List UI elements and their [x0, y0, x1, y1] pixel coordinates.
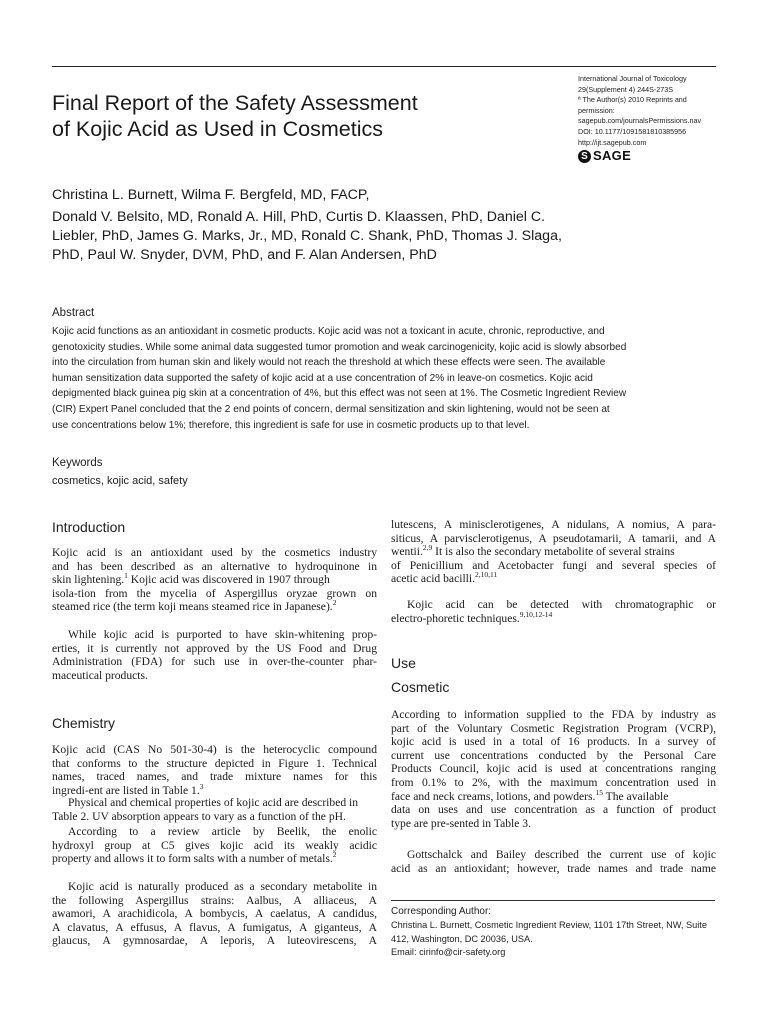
- text-line: [52, 600, 377, 614]
- abstract-line: depigmented black guinea pig skin at a concentration of 4%, but this effect was not seen at 1%. The Cosmetic Ingredient Review: [52, 388, 627, 400]
- citation[interactable]: 1: [124, 571, 128, 581]
- corresponding-author: [391, 905, 721, 959]
- introduction-paragraph-1: [52, 546, 377, 614]
- abstract-line: use concentrations below 1%; therefore, this ingredient is safe for use in cosmetic products up to that level.: [52, 419, 530, 431]
- citation[interactable]: 2,9: [422, 543, 433, 553]
- chemistry-paragraph-2: [52, 796, 377, 823]
- text-line: Kojic acid is an antioxidant used by the cosmetics industry: [52, 546, 377, 559]
- text-line: data on uses and use concentration as a function of product: [391, 803, 716, 817]
- author-line: Liebler, PhD, James G. Marks, Jr., MD, Ronald C. Shank, PhD, Thomas J. Slaga,: [52, 228, 562, 244]
- text-span: The available: [602, 789, 669, 803]
- chemistry-paragraph-1: [52, 743, 377, 797]
- text-line: Kojic acid can be detected with chromatographic or: [407, 598, 716, 611]
- text-line: type are pre-sented in Table 3.: [391, 816, 531, 830]
- text-line: and has been described as an alternative to hydroquinone in: [52, 559, 377, 573]
- corresponding-author-heading: Corresponding Author:: [391, 906, 492, 917]
- text-line: from 0.1% to 2%, with the maximum concentration used in: [391, 775, 716, 789]
- corresponding-author-line: Christina L. Burnett, Cosmetic Ingredient Review, 1101 17th Street, NW, Suite: [391, 920, 707, 931]
- text-span: electro-phoretic techniques.: [391, 611, 520, 625]
- text-line: [391, 609, 716, 626]
- sage-logo-text: SAGE: [593, 148, 632, 164]
- journal-meta: [578, 74, 728, 163]
- abstract-heading: Abstract: [52, 307, 95, 319]
- text-line: Gottschalck and Bailey described the current use of kojic: [407, 848, 716, 861]
- text-line: [52, 852, 377, 866]
- doi-text[interactable]: DOI: 10.1177/1091581810385956: [578, 126, 687, 136]
- text-line: Physical and chemical properties of kojic acid are described in: [68, 796, 359, 809]
- text-line: awamori, A arachidicola, A bombycis, A caelatus, A candidus,: [52, 907, 377, 921]
- text-line: hydroxyl group at C5 gives kojic acid its weakly acidic: [52, 838, 377, 852]
- abstract-line: genotoxicity studies. While some animal data suggested tumor promotion and weak carcinogenicity, kojic acid is slowly absorbed: [52, 341, 627, 353]
- chemistry-paragraph-4: [52, 880, 377, 948]
- text-span: acetic acid bacilli.: [391, 572, 476, 586]
- text-line: Kojic acid (CAS No 501-30-4) is the heterocyclic compound: [52, 743, 377, 756]
- title-line: of Kojic Acid as Used in Cosmetics: [52, 117, 383, 141]
- text-line: kojic acid is used in a total of 16 products. In a survey of: [391, 735, 716, 749]
- citation[interactable]: 2,10,11: [475, 570, 498, 580]
- citation[interactable]: 9,10,12-14: [519, 609, 553, 619]
- text-line: [391, 787, 716, 804]
- introduction-heading: Introduction: [52, 519, 126, 535]
- top-rule: [52, 66, 716, 67]
- citation[interactable]: 2: [332, 850, 337, 860]
- text-line: According to information supplied to the FDA by industry as: [391, 708, 716, 721]
- citation[interactable]: 15: [595, 787, 603, 797]
- text-line: lutescens, A minisclerotigenes, A nidulans, A nomius, A para-: [391, 518, 716, 531]
- text-line: siticus, A parvisclerotigenus, A pseudotamarii, A tamarii, and A: [391, 531, 716, 545]
- author-line: PhD, Paul W. Snyder, DVM, PhD, and F. Alan Andersen, PhD: [52, 247, 437, 263]
- text-line: that conforms to the structure depicted in Figure 1. Technical: [52, 756, 377, 770]
- sage-logo-icon: S: [578, 150, 591, 163]
- footnote-divider: [391, 900, 715, 901]
- cosmetic-use-paragraph: [391, 708, 716, 830]
- text-line: the following Aspergillus strains: Aalbus, A alliaceus, A: [52, 893, 377, 907]
- copyright-line: ª The Author(s) 2010 Reprints and: [578, 95, 687, 105]
- abstract-line: human sensitization data supported the safety of kojic acid at a use concentration of 2% in leave-on cosmetics. Kojic acid: [52, 372, 593, 384]
- citation[interactable]: 2: [332, 598, 337, 608]
- text-span: property and allows it to form salts with a number of metals.: [52, 852, 333, 866]
- abstract-line: into the circulation from human skin and likely would not reach the threshold at which these effects were seen. The available: [52, 357, 606, 369]
- abstract-line: (CIR) Expert Panel concluded that the 2 end points of concern, dermal sensitization and skin lightening, would not be seen at: [52, 403, 610, 415]
- text-line: isola-tion from the mycelia of Aspergillus oryzae grown on: [52, 586, 377, 600]
- aspergillus-continuation: [391, 518, 716, 586]
- text-span: ingredi-ent are listed in Table 1.: [52, 783, 200, 797]
- text-line: [52, 573, 377, 587]
- title-line: Final Report of the Safety Assessment: [52, 91, 418, 115]
- chemistry-paragraph-3: [52, 825, 377, 866]
- citation[interactable]: 3: [199, 781, 204, 791]
- text-span: It is also the secondary metabolite of several strains: [432, 545, 675, 559]
- journal-url[interactable]: http://ijt.sagepub.com: [578, 137, 647, 147]
- text-line: A clavatus, A effusus, A flavus, A fumigatus, A giganteus, A: [52, 920, 377, 934]
- text-line: acid as an antioxidant; however, trade names and trade name: [391, 861, 716, 875]
- text-line: part of the Voluntary Cosmetic Registration Program (VCRP),: [391, 721, 716, 735]
- article-title: [52, 90, 522, 142]
- keywords-list: cosmetics, kojic acid, safety: [52, 475, 188, 487]
- text-line: glaucus, A gymnosardae, A leporis, A luteovirescens, A: [52, 934, 377, 948]
- abstract-body: [52, 324, 716, 433]
- text-span: Kojic acid was discovered in 1907 through: [127, 573, 330, 587]
- text-line: According to a review article by Beelik, the enolic: [68, 825, 377, 838]
- text-line: Kojic acid is naturally produced as a secondary metabolite in: [68, 880, 377, 893]
- text-span: face and neck creams, lotions, and powders.: [391, 789, 596, 803]
- text-span: wentii.: [391, 545, 423, 559]
- text-line: maceutical products.: [52, 668, 148, 682]
- chemistry-heading: Chemistry: [52, 715, 116, 731]
- detection-paragraph: [391, 598, 716, 625]
- text-line: Table 2. UV absorption appears to vary as a function of the pH.: [52, 809, 346, 823]
- corresponding-author-line: 412, Washington, DC 20036, USA.: [391, 933, 533, 944]
- abstract-line: Kojic acid functions as an antioxidant in cosmetic products. Kojic acid was not a toxicant in acute, chronic, reproductive, and: [52, 326, 605, 337]
- gottschalck-paragraph: [391, 848, 716, 875]
- text-line: Products Council, kojic acid is used at concentrations ranging: [391, 762, 716, 776]
- journal-name: International Journal of Toxicology: [578, 74, 687, 83]
- corresponding-author-email[interactable]: Email: cirinfo@cir-safety.org: [391, 946, 506, 957]
- use-heading: Use: [391, 655, 416, 671]
- text-line: of Penicillium and Acetobacter fungi and several species of: [391, 558, 716, 572]
- author-line: Donald V. Belsito, MD, Ronald A. Hill, PhD, Curtis D. Klaassen, PhD, Daniel C.: [52, 209, 546, 225]
- text-line: names, traced names, and trade mixture names for this: [52, 770, 377, 784]
- author-line: Christina L. Burnett, Wilma F. Bergfeld, MD, FACP,: [52, 187, 370, 203]
- permission-label: permission:: [578, 105, 615, 115]
- text-line: Administration (FDA) for such use in over-the-counter phar-: [52, 655, 377, 669]
- text-span: skin lightening.: [52, 573, 125, 587]
- introduction-paragraph-2: [52, 628, 377, 682]
- author-list: [52, 186, 652, 265]
- text-line: While kojic acid is purported to have skin-whitening prop-: [68, 628, 377, 641]
- permissions-link[interactable]: sagepub.com/journalsPermissions.nav: [578, 116, 702, 126]
- text-line: erties, it is currently not approved by the US Food and Drug: [52, 641, 377, 655]
- text-line: [391, 572, 716, 586]
- keywords-heading: Keywords: [52, 457, 103, 469]
- cosmetic-heading: Cosmetic: [391, 679, 450, 695]
- sage-logo: [578, 150, 728, 163]
- text-span: steamed rice (the term koji means steamed rice in Japanese).: [52, 600, 333, 614]
- journal-volume: 29(Supplement 4) 244S-273S: [578, 84, 674, 94]
- text-line: current use concentrations conducted by the Personal Care: [391, 748, 716, 762]
- text-line: [391, 545, 716, 559]
